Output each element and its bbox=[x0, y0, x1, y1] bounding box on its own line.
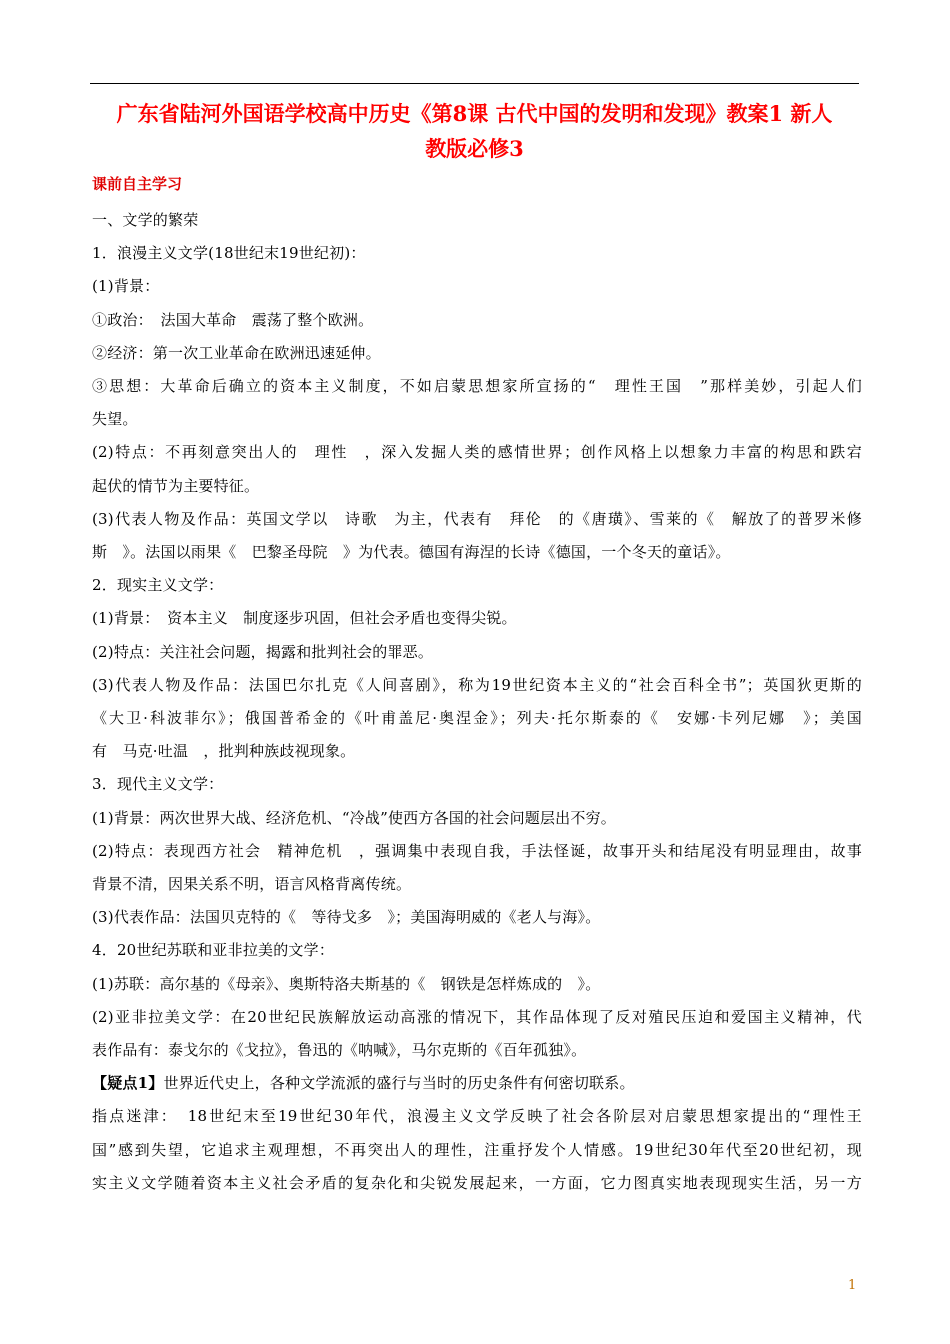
body-line: 背景不清，因果关系不明，语言风格背离传统。 bbox=[92, 875, 412, 894]
body-line: 国”感到失望，它追求主观理想，不再突出人的理性，注重抒发个人情感。19世纪30年代至20世纪初，现 bbox=[92, 1140, 862, 1159]
title-line-1: 广东省陆河外国语学校高中历史《第8课 古代中国的发明和发现》教案1 新人 bbox=[116, 101, 833, 126]
body-line: (2)特点：不再刻意突出人的 理性 ，深入发掘人类的感情世界；创作风格上以想象力丰富的构思和跌宕 bbox=[92, 443, 862, 462]
body-line: (3)代表作品：法国贝克特的《 等待戈多 》；美国海明威的《老人与海》。 bbox=[92, 908, 601, 927]
body-line: (1)背景： bbox=[92, 277, 160, 296]
body-line: (2)特点：表现西方社会 精神危机 ，强调集中表现自我，手法怪诞，故事开头和结尾没有明显理由，故事 bbox=[92, 841, 862, 860]
body-line: 4．20世纪苏联和亚非拉美的文学： bbox=[92, 941, 335, 960]
body-line: 起伏的情节为主要特征。 bbox=[92, 476, 260, 495]
title-line-2: 教版必修3 bbox=[425, 136, 524, 161]
body-line: 《大卫·科波菲尔》；俄国普希金的《叶甫盖尼·奥涅金》；列夫·托尔斯泰的《 安娜·卡列尼娜 》；美国 bbox=[92, 709, 862, 728]
body-line: 实主义文学随着资本主义社会矛盾的复杂化和尖锐发展起来，一方面，它力图真实地表现现实生活，另一方 bbox=[92, 1173, 862, 1192]
body-line: 指点迷津： 18世纪末至19世纪30年代，浪漫主义文学反映了社会各阶层对启蒙思想家提出的“理性王 bbox=[92, 1107, 862, 1126]
doubt-line bbox=[92, 1067, 862, 1100]
body-line: 一、文学的繁荣 bbox=[92, 211, 199, 229]
body-line: ③思想：大革命后确立的资本主义制度，不如启蒙思想家所宣扬的“ 理性王国 ”那样美妙，引起人们 bbox=[92, 377, 862, 396]
body-line: (3)代表人物及作品：英国文学以 诗歌 为主，代表有 拜伦 的《唐璜》、雪莱的《 解放了的普罗米修 bbox=[92, 509, 862, 528]
body-line: ②经济：第一次工业革命在欧洲迅速延伸。 bbox=[92, 343, 381, 362]
body-line: 失望。 bbox=[92, 410, 138, 429]
page-number: 1 bbox=[848, 1278, 857, 1293]
body-line: 1．浪漫主义文学(18世纪末19世纪初)： bbox=[92, 244, 366, 263]
doubt-label: 【疑点1】 bbox=[92, 1074, 164, 1093]
body-line: ①政治： 法国大革命 震荡了整个欧洲。 bbox=[92, 310, 374, 329]
body-line: (1)背景： 资本主义 制度逐步巩固，但社会矛盾也变得尖锐。 bbox=[92, 609, 517, 628]
body-line: (3)代表人物及作品：法国巴尔扎克《人间喜剧》，称为19世纪资本主义的“社会百科全书”；英国狄更斯的 bbox=[92, 675, 862, 694]
body-line: 表作品有：泰戈尔的《戈拉》，鲁迅的《呐喊》，马尔克斯的《百年孤独》。 bbox=[92, 1041, 587, 1060]
section-heading: 课前自主学习 bbox=[92, 175, 183, 193]
doubt-text: 世界近代史上，各种文学流派的盛行与当时的历史条件有何密切联系。 bbox=[163, 1074, 635, 1093]
body-line: 3．现代主义文学： bbox=[92, 775, 224, 794]
header-rule bbox=[90, 83, 859, 84]
body-line: (2)特点：关注社会问题，揭露和批判社会的罪恶。 bbox=[92, 642, 434, 661]
body-text bbox=[92, 204, 862, 1200]
body-line: (1)背景：两次世界大战、经济危机、“冷战”使西方各国的社会问题层出不穷。 bbox=[92, 808, 616, 827]
body-line: 2．现实主义文学： bbox=[92, 576, 224, 595]
body-line: (1)苏联：高尔基的《母亲》、奥斯特洛夫斯基的《 钢铁是怎样炼成的 》。 bbox=[92, 974, 601, 993]
document-title bbox=[90, 96, 859, 166]
body-line: 有 马克·吐温 ，批判种族歧视现象。 bbox=[92, 742, 356, 761]
body-line: 斯 》。法国以雨果《 巴黎圣母院 》为代表。德国有海涅的长诗《德国，一个冬天的童话》。 bbox=[92, 543, 731, 562]
body-line: (2)亚非拉美文学：在20世纪民族解放运动高涨的情况下，其作品体现了反对殖民压迫和爱国主义精神，代 bbox=[92, 1007, 862, 1026]
